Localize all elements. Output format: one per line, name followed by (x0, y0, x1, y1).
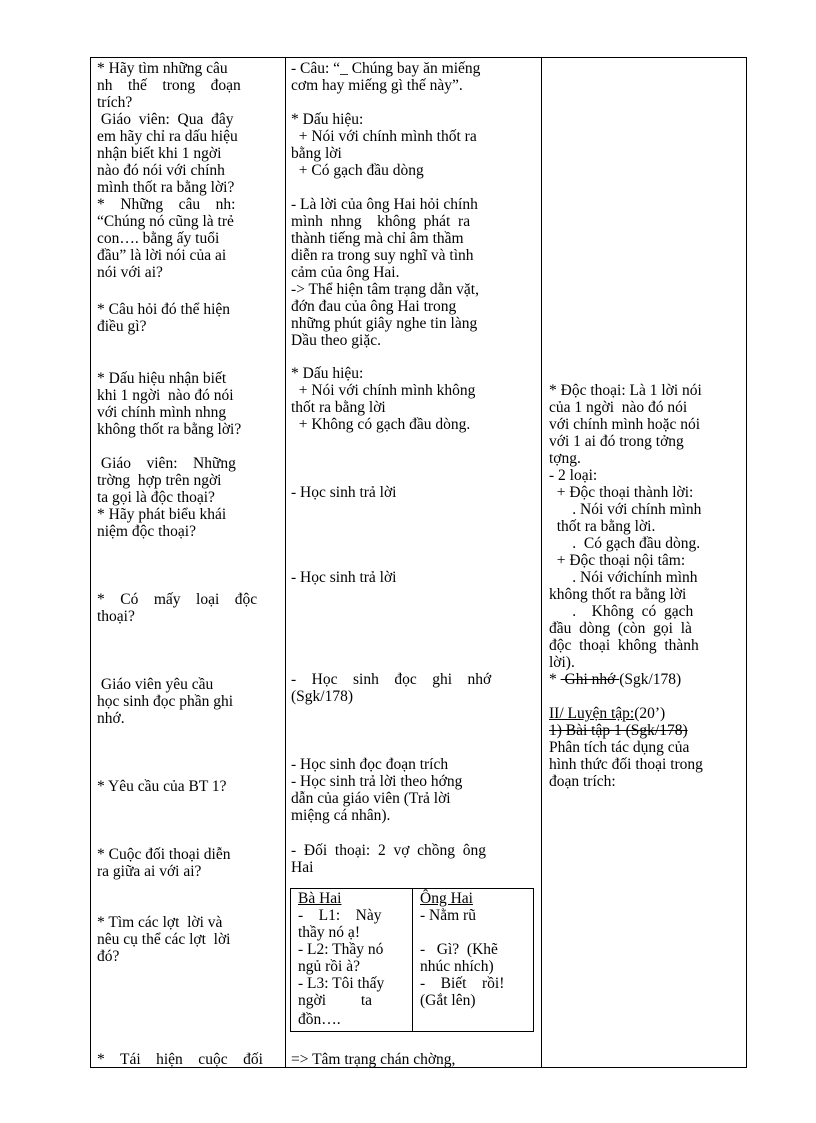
text-line: dẫn của giáo viên (Trả lời (291, 790, 451, 807)
text-line: độc thoại không thành (549, 637, 699, 654)
text-line: - Nằm rũ (420, 907, 476, 924)
text-line: ra giữa ai với ai? (97, 863, 202, 880)
text-line: (Sgk/178) (291, 688, 353, 705)
column-divider (541, 57, 542, 1068)
text-line: mình nhng không phát ra (291, 213, 471, 230)
text-line: nào đó nói với chính (97, 162, 225, 179)
text-line: - 2 loại: (549, 467, 598, 484)
text-line: hình thức đối thoại trong (549, 756, 703, 773)
text-line: nhận biết khi 1 ngời (97, 145, 222, 162)
text-line: (Sgk/178) (619, 671, 682, 688)
text-line: những phút giây nghe tin làng (291, 315, 478, 332)
text-line: * Độc thoại: Là 1 lời nói (549, 382, 702, 399)
text-line: * Tái hiện cuộc đối (97, 1051, 263, 1068)
text-line: diễn ra trong suy nghĩ và tình (291, 247, 474, 264)
text-line: - Học sinh trả lời theo hớng (291, 773, 463, 790)
text-line: trích? (97, 94, 133, 111)
text-line: nêu cụ thể các lợt lời (97, 931, 231, 948)
text-line: * Yêu cầu của BT 1? (97, 778, 227, 795)
text-line: * Câu hỏi đó thể hiện (97, 301, 231, 318)
text-line: - Gì? (Khẽ (420, 941, 498, 958)
text-line: nhớ. (97, 710, 125, 727)
text-line: không thốt ra bằng lời (549, 586, 687, 603)
text-line: - Đối thoại: 2 vợ chồng ông (291, 842, 487, 859)
text-line: thầy nó ạ! (298, 924, 360, 941)
text-line: Giáo viên yêu cầu (97, 676, 214, 693)
text-line: . Có gạch đầu dòng. (549, 535, 701, 552)
text-line: - L3: Tôi thấy (298, 975, 385, 992)
text-line: nh thế trong đoạn (97, 77, 241, 94)
text-line: thốt ra bằng lời. (549, 518, 656, 535)
ghi-nho-label: Ghi nhớ (560, 671, 620, 688)
text-line: - Câu: “_ Chúng bay ăn miếng (291, 60, 481, 77)
text-line: Giáo viên: Những (97, 455, 236, 472)
text-line: + Độc thoại nội tâm: (549, 552, 686, 569)
text-line: Hai (291, 859, 314, 876)
text-line: * Dấu hiệu: (291, 111, 364, 128)
text-line: + Nói với chính mình không (291, 382, 476, 399)
ghi-nho-line (549, 671, 681, 688)
text-line: đầu” là lời nói của ai (97, 247, 227, 264)
text-line: - Học sinh trả lời (291, 484, 397, 501)
text-line: - Biết rồi! (420, 975, 505, 992)
text-line: tợng. (549, 450, 581, 467)
text-line: em hãy chỉ ra dấu hiệu (97, 128, 238, 145)
dialogue-table-divider (412, 888, 413, 1032)
text-line: đồn…. (298, 1011, 341, 1028)
text-line: bằng lời (291, 145, 342, 162)
text-line: ngủ rồi à? (298, 958, 360, 975)
text-line: con…. bằng ấy tuổi (97, 230, 220, 247)
luyen-tap-label: II/ Luyện tập: (549, 705, 635, 722)
text-line: điều gì? (97, 318, 147, 335)
text-line: - Học sinh đọc ghi nhớ (291, 671, 492, 688)
text-line: . Không có gạch (549, 603, 694, 620)
text-line: của 1 ngời nào đó nói (549, 399, 688, 416)
text-line: * Cuộc đối thoại diễn (97, 846, 231, 863)
header-ong-hai: Ông Hai (420, 890, 473, 907)
text-line: nhúc nhích) (420, 958, 494, 975)
text-line: * Những câu nh: (97, 196, 236, 213)
text-line: - Là lời của ông Hai hỏi chính (291, 196, 478, 213)
text-line: ngời ta (298, 992, 373, 1009)
duration: (20’) (634, 705, 666, 722)
text-line: cảm của ông Hai. (291, 264, 400, 281)
text-line: => Tâm trạng chán chờng, (291, 1051, 456, 1068)
text-line: * Hãy phát biểu khái (97, 506, 227, 523)
text-line: thoại? (97, 608, 135, 625)
text-line: + Có gạch đầu dòng (291, 162, 424, 179)
text-line: + Độc thoại thành lời: (549, 484, 694, 501)
text-line: niệm độc thoại? (97, 523, 196, 540)
text-line: - Học sinh trả lời (291, 569, 397, 586)
text-line: miệng cá nhân). (291, 807, 391, 824)
text-line: với 1 ai đó trong tởng (549, 433, 684, 450)
text-line: nói với ai? (97, 264, 163, 281)
text-line: - L2: Thầy nó (298, 941, 384, 958)
exercise-heading: 1) Bài tập 1 (Sgk/178) (549, 722, 688, 739)
text-line: * Dấu hiệu: (291, 365, 364, 382)
text-line: Phân tích tác dụng của (549, 739, 690, 756)
text-line: thốt ra bằng lời (291, 399, 386, 416)
text-line: cơm hay miếng gì thế này”. (291, 77, 463, 94)
text-line: đớn đau của ông Hai trong (291, 298, 457, 315)
text-line: * Hãy tìm những câu (97, 60, 228, 77)
text-line: học sinh đọc phần ghi (97, 693, 234, 710)
text-line: khi 1 ngời nào đó nói (97, 387, 234, 404)
section-heading (549, 705, 665, 722)
text-line: + Không có gạch đầu dòng. (291, 416, 471, 433)
text-line: trờng hợp trên ngời (97, 472, 222, 489)
text-line: đoạn trích: (549, 773, 616, 790)
text-line: “Chúng nó cũng là trẻ (97, 213, 234, 230)
column-divider (285, 57, 286, 1068)
text-line: . Nói với chính mình (549, 501, 702, 518)
text-line: Giáo viên: Qua đây (97, 111, 234, 128)
text-line: không thốt ra bằng lời? (97, 421, 242, 438)
text-line: đó? (97, 948, 120, 965)
text-line: mình thốt ra bằng lời? (97, 179, 235, 196)
text-line: Dầu theo giặc. (291, 332, 381, 349)
text-line: * Có mấy loại độc (97, 591, 258, 608)
text-line: * (549, 671, 561, 688)
text-line: với chính mình hoặc nói (549, 416, 701, 433)
text-line: (Gắt lên) (420, 992, 476, 1009)
text-line: - L1: Này (298, 907, 382, 924)
header-ba-hai: Bà Hai (298, 890, 342, 907)
text-line: * Dấu hiệu nhận biết (97, 370, 227, 387)
text-line: lời). (549, 654, 575, 671)
text-line: . Nói vớichính mình (549, 569, 698, 586)
text-line: đầu dòng (còn gọi là (549, 620, 692, 637)
text-line: thành tiếng mà chỉ âm thầm (291, 230, 464, 247)
text-line: * Tìm các lợt lời và (97, 914, 223, 931)
text-line: -> Thể hiện tâm trạng dằn vặt, (291, 281, 479, 298)
text-line: với chính mình nhng (97, 404, 227, 421)
text-line: ta gọi là độc thoại? (97, 489, 215, 506)
text-line: + Nói với chính mình thốt ra (291, 128, 477, 145)
text-line: - Học sinh đọc đoạn trích (291, 756, 449, 773)
